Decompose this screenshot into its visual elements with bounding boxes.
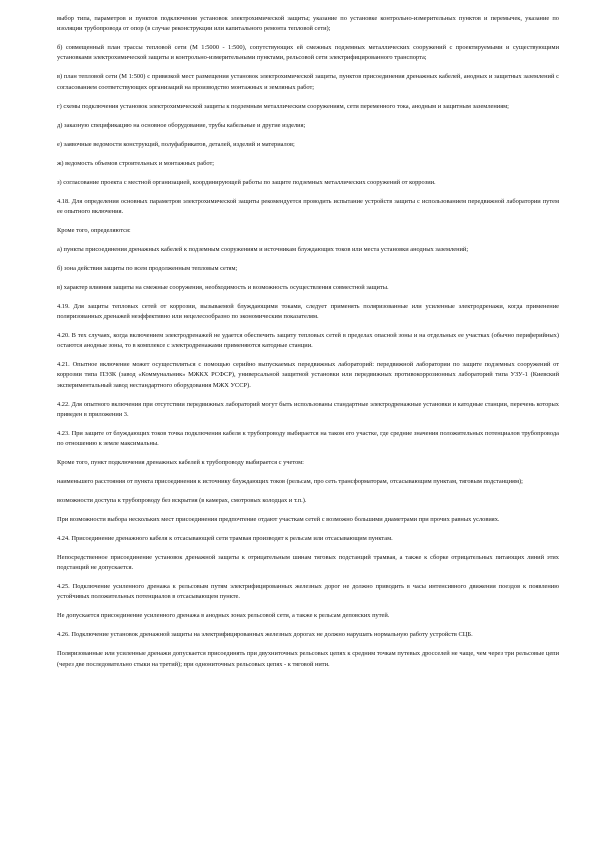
paragraph: Поляризованные или усиленные дренажи допускается присоединять при двухниточных рельсовых цепях к средним точкам путевых дросселей не чаще, чем через три рельсовые цепи (через две последовательно стыки на третий); при однониточных рельсовых цепях - к тяговой нити. — [57, 650, 559, 668]
paragraph: возможности доступа к трубопроводу без вскрытия (в камерах, смотровых колодцах и т.п.). — [57, 497, 307, 505]
paragraph: 4.19. Для защиты тепловых сетей от коррозии, вызываемой блуждающими токами, следует применять поляризованные или усиленные электродренажи, когда применение поляризованных дренажей неэффективно или нецелесообразно по экономическим показателям. — [57, 302, 559, 321]
paragraph: 4.21. Опытное включение может осуществляться с помощью серийно выпускаемых передвижных лабораторий: передвижной лаборатории по защите подземных сооружений от коррозии типа ПЭЗК (завод «Коммунальник» МЖКХ РСФСР), универсальной защитной установки или передвижных противокоррозионных лабораторий типа УЗУ-1 (Киевский экспериментальный завод нестандартного оборудования МЖХ УССР). — [57, 361, 559, 389]
paragraph: 4.23. При защите от блуждающих токов точка подключения кабеля к трубопроводу выбирается на таком его участке, где средние значения положительных потенциалов трубопровода по отношению к земле максимальны. — [57, 429, 559, 448]
paragraph: з) согласование проекта с местной организацией, координирующей работы по защите подземных металлических сооружений от коррозии. — [57, 178, 436, 186]
paragraph: Не допускается присоединение усиленного дренажа в анодных зонах рельсовой сети, а также к рельсам деповских путей. — [57, 612, 390, 620]
paragraph: 4.18. Для определения основных параметров электрохимической защиты рекомендуется проводить испытание устройств защиты с использованием передвижной лаборатории путем ее опытного включения. — [57, 197, 559, 215]
paragraph: Кроме того, определяются: — [57, 226, 131, 234]
paragraph: наименьшего расстояния от пункта присоединения к источнику блуждающих токов (рельсам, про сеть трансформаторам, отсасывающим пунктам, тяговым подстанциям); — [57, 478, 523, 486]
paragraph: в) план тепловой сети (М 1:500) с привязкой мест размещения установок электрохимической защиты, пунктов присоединения дренажных кабелей, анодных и защитных заземлений с согласованием соответствующих организаций на производство монтажных и земляных работ; — [57, 73, 559, 91]
paragraph: При возможности выбора нескольких мест присоединения предпочтение отдают участкам сетей с возможно большими диаметрами при прочих равных условиях. — [57, 516, 500, 524]
paragraph: б) зона действия защиты по всем продолженным тепловым сетям; — [57, 264, 238, 272]
paragraph: Кроме того, пункт подключения дренажных кабелей к трубопроводу выбирается с учетом: — [57, 459, 304, 467]
paragraph: 4.20. В тех случаях, когда включением электродренажей не удается обеспечить защиту тепловых сетей в пределах опасной зоны и на отдельных ее участках (обычно периферийных) остаются анодные зоны, то в комплексе с электродренажами применяются катодные станции. — [57, 332, 559, 350]
paragraph: выбор типа, параметров и пунктов подключения установок электрохимической защиты; указание по установке контрольно-измерительных пунктов и перемычек, указание по изоляции трубопровода от опор (в случае реконструкции или капитального ремонта тепловой сети); — [57, 15, 559, 33]
paragraph: е) заявочные ведомости конструкций, полуфабрикатов, деталей, изделий и материалов; — [57, 140, 295, 148]
paragraph: Непосредственное присоединение установок дренажной защиты к отрицательным шинам тяговых подстанций трамвая, а также к сборке отрицательных питающих линий этих подстанций не допускается. — [57, 554, 559, 572]
paragraph: д) заказную спецификацию на основное оборудование, трубы кабельные и другие изделия; — [57, 121, 306, 129]
paragraph: 4.26. Подключение установок дренажной защиты на электрифицированных железных дорогах не должно нарушать нормальную работу устройств СЦБ. — [57, 631, 473, 639]
paragraph: в) характер влияния защиты на смежные сооружения, необходимость и возможность осуществления совместной защиты. — [57, 283, 389, 291]
paragraph: ж) ведомость объемов строительных и монтажных работ; — [57, 159, 215, 167]
paragraph: 4.24. Присоединение дренажного кабеля к отсасывающей сети трамвая производят к рельсам или отсасывающим пунктам. — [57, 535, 393, 543]
paragraph: 4.25. Подключение усиленного дренажа к рельсовым путям электрифицированных железных дорог не должно приводить в часы интенсивного движения поездов к появлению устойчивых положительных потенциалов в отсасывающем пункте. — [57, 583, 559, 601]
paragraph: 4.22. Для опытного включения при отсутствии передвижных лабораторий могут быть использованы стандартные электродренажные установки и катодные станции, перечень которых приведен в приложении 3. — [57, 400, 559, 418]
paragraph: г) схемы подключения установок электрохимической защиты к подземным металлическим сооружениям, сети переменного тока, анодным и защитным заземлениям; — [57, 102, 509, 110]
paragraph: б) совмещенный план трассы тепловой сети (М 1:5000 - 1:500), сопутствующих ей смежных подземных металлических сооружений с проектируемыми и существующими установками электрохимической защиты и контрольно-измерительными пунктами, рельсовой сети электрифицированного транспорта; — [57, 44, 559, 62]
paragraph: а) пункты присоединения дренажных кабелей к подземным сооружениям и источникам блуждающих токов или места установки анодных заземлений; — [57, 245, 469, 253]
